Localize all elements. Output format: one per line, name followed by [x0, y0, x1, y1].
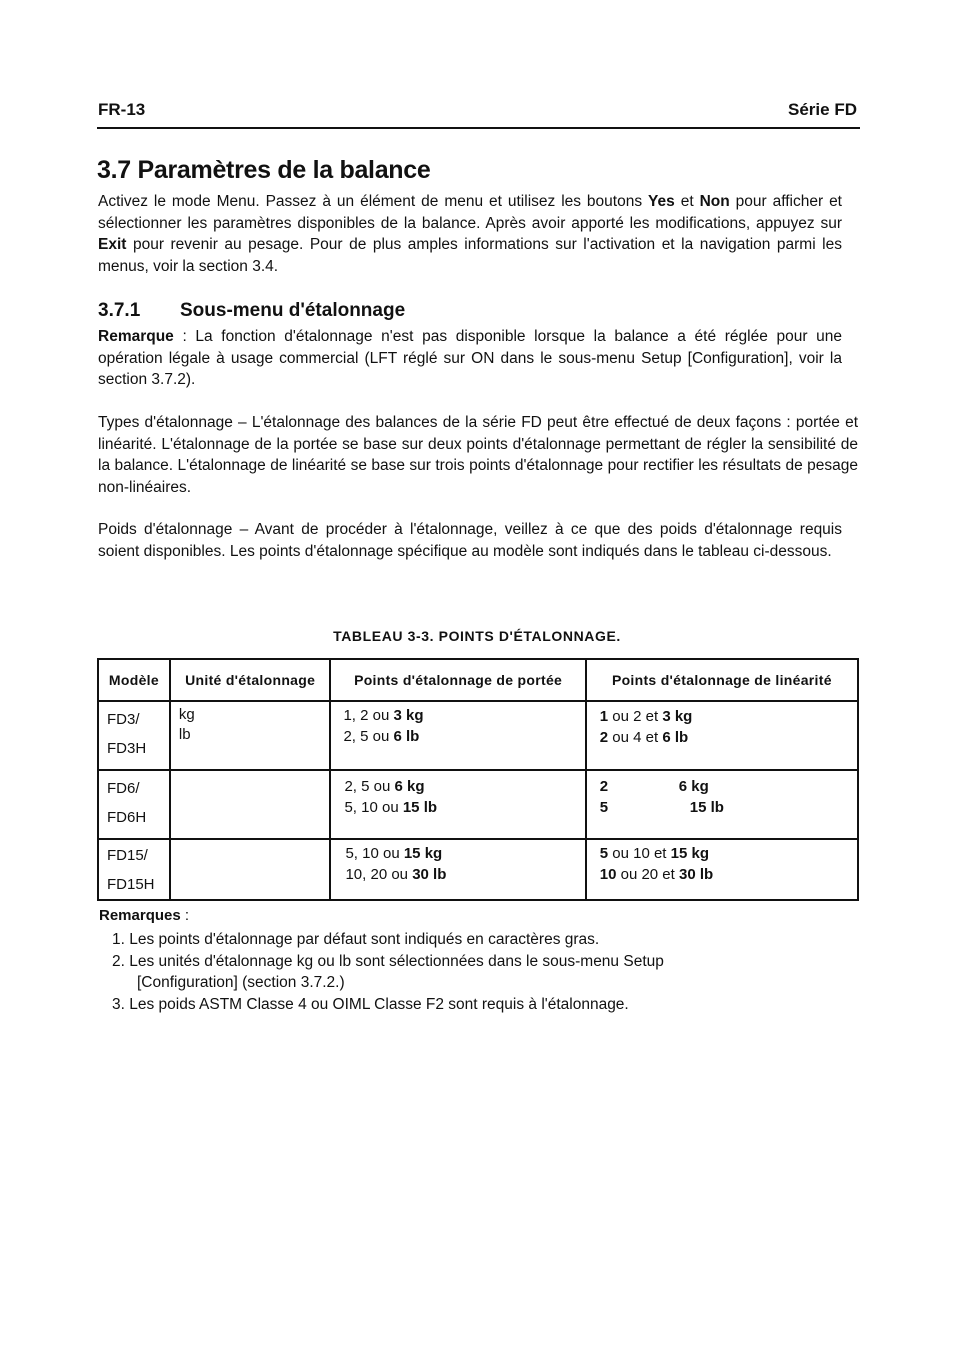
remark-sep: : [173, 328, 196, 345]
linearity-default: 5 [599, 845, 609, 862]
span-text: 1, 2 ou [343, 707, 394, 724]
yes-keyword: Yes [648, 193, 675, 210]
linearity-line [600, 843, 849, 864]
span-text: 5, 10 ou [344, 799, 403, 816]
unit-value: kg [178, 706, 195, 723]
model-name: FD3/ [107, 711, 140, 728]
linearity-cell [586, 839, 858, 900]
notes-title-text: Remarques [99, 907, 181, 924]
note-item: 2. Les unités d'étalonnage kg ou lb sont sélectionnées dans le sous-menu Setup [Configuration] (section 3.7.2.) [112, 952, 664, 992]
linearity-cell [586, 701, 858, 770]
span-line [345, 864, 576, 885]
remark-paragraph [98, 326, 842, 391]
unit-cell [170, 839, 331, 900]
span-cell [330, 839, 585, 900]
span-line [344, 797, 576, 818]
linearity-default: 10 [599, 866, 617, 883]
header-model: Modèle [98, 659, 170, 701]
span-default: 15 kg [403, 845, 443, 862]
model-name: FD15/ [107, 847, 148, 864]
span-text: 10, 20 ou [345, 866, 413, 883]
linearity-default: 6 lb [662, 729, 689, 746]
notes-title-sep: : [180, 907, 190, 924]
header-unit: Unité d'étalonnage [170, 659, 331, 701]
header-rule [97, 127, 860, 129]
linearity-text: ou 4 et [608, 729, 663, 746]
linearity-text: ou 20 et [616, 866, 679, 883]
remark-label: Remarque [98, 328, 174, 345]
model-name: FD15H [107, 876, 155, 893]
header-linearity-points: Points d'étalonnage de linéarité [586, 659, 858, 701]
linearity-line [600, 776, 849, 797]
linearity-default: 30 lb [679, 866, 714, 883]
subsection-number: 3.7.1 [98, 300, 141, 321]
linearity-line [600, 864, 849, 885]
intro-text-1: Activez le mode Menu. Passez à un élément de menu et utilisez les boutons [98, 193, 649, 210]
table-row [98, 701, 858, 770]
span-cell [330, 701, 585, 770]
linearity-default: 5 [599, 799, 609, 816]
header-span-points: Points d'étalonnage de portée [330, 659, 585, 701]
linearity-line [600, 706, 849, 727]
span-default: 6 lb [393, 728, 420, 745]
linearity-default: 6 kg [678, 778, 709, 795]
span-text: 2, 5 ou [344, 778, 395, 795]
linearity-text: ou 10 et [608, 845, 671, 862]
note-item: 1. Les points d'étalonnage par défaut sont indiqués en caractères gras. [112, 931, 600, 948]
no-keyword: Non [699, 193, 730, 210]
span-line [345, 843, 576, 864]
calibration-points-table [97, 658, 859, 901]
intro-paragraph [98, 191, 842, 277]
subsection-title [98, 300, 405, 322]
model-name: FD6H [107, 809, 147, 826]
intro-text-3: pour afficher et sélectionner les paramètres disponibles de la balance. Après avoir apporté les modifications, appuyez sur [98, 193, 842, 232]
linearity-cell [586, 770, 858, 839]
unit-cell [170, 701, 331, 770]
section-title: 3.7 Paramètres de la balance [97, 156, 431, 184]
linearity-line [600, 797, 849, 818]
model-cell [98, 770, 170, 839]
series-name: Série FD [788, 100, 857, 119]
linearity-default: 3 kg [662, 708, 693, 725]
linearity-text: ou 2 et [608, 708, 663, 725]
span-text: 2, 5 ou [343, 728, 394, 745]
page-number: FR-13 [98, 100, 146, 119]
table-header-row [98, 659, 858, 701]
model-cell [98, 701, 170, 770]
linearity-default: 1 [599, 708, 609, 725]
intro-text-2: et [674, 193, 700, 210]
notes-title [99, 907, 189, 924]
span-default: 3 kg [393, 707, 424, 724]
span-cell [330, 770, 585, 839]
remark-text: La fonction d'étalonnage n'est pas disponible lorsque la balance a été réglée pour une opération légale à usage commercial (LFT réglé sur ON dans le sous-menu Setup [Configuration], voir la section 3.7.2). [98, 328, 842, 388]
subsection-name: Sous-menu d'étalonnage [180, 300, 406, 321]
note-item: 3. Les poids ASTM Classe 4 ou OIML Classe F2 sont requis à l'étalonnage. [112, 996, 629, 1014]
span-default: 30 lb [412, 866, 447, 883]
linearity-line [600, 727, 849, 748]
span-default: 15 lb [402, 799, 438, 816]
calibration-types-paragraph: Types d'étalonnage – L'étalonnage des balances de la série FD peut être effectué de deux façons : portée et linéarité. L'étalonnage de la portée se base sur deux points d'étalonnage permettant de régler la sensibilité de la balance. L'étalonnage de linéarité se base sur trois points d'étalonnage pour rectifier les résultats de pesage non-linéaires. [98, 414, 858, 496]
span-default: 6 kg [394, 778, 425, 795]
exit-keyword: Exit [98, 236, 127, 253]
calibration-weights-paragraph: Poids d'étalonnage – Avant de procéder à l'étalonnage, veillez à ce que des poids d'étalonnage requis soient disponibles. Les points d'étalonnage spécifique au modèle sont indiqués dans le tableau ci-dessous. [98, 521, 842, 560]
unit-value: lb [178, 726, 191, 743]
table-caption: TABLEAU 3-3. POINTS D'ÉTALONNAGE. [333, 628, 621, 644]
linearity-default: 2 [599, 778, 609, 795]
linearity-default: 2 [599, 729, 609, 746]
span-line [343, 705, 576, 726]
span-line [344, 776, 576, 797]
linearity-default: 15 lb [689, 799, 724, 816]
table-row [98, 770, 858, 839]
span-line [343, 726, 576, 747]
intro-text-4: pour revenir au pesage. Pour de plus amples informations sur l'activation et la navigation parmi les menus, voir la section 3.4. [98, 236, 842, 275]
model-name: FD6/ [107, 780, 140, 797]
model-name: FD3H [107, 740, 147, 757]
notes-list [112, 929, 712, 1016]
span-text: 5, 10 ou [345, 845, 404, 862]
linearity-default: 15 kg [670, 845, 710, 862]
table-row [98, 839, 858, 900]
model-cell [98, 839, 170, 900]
unit-cell [170, 770, 331, 839]
